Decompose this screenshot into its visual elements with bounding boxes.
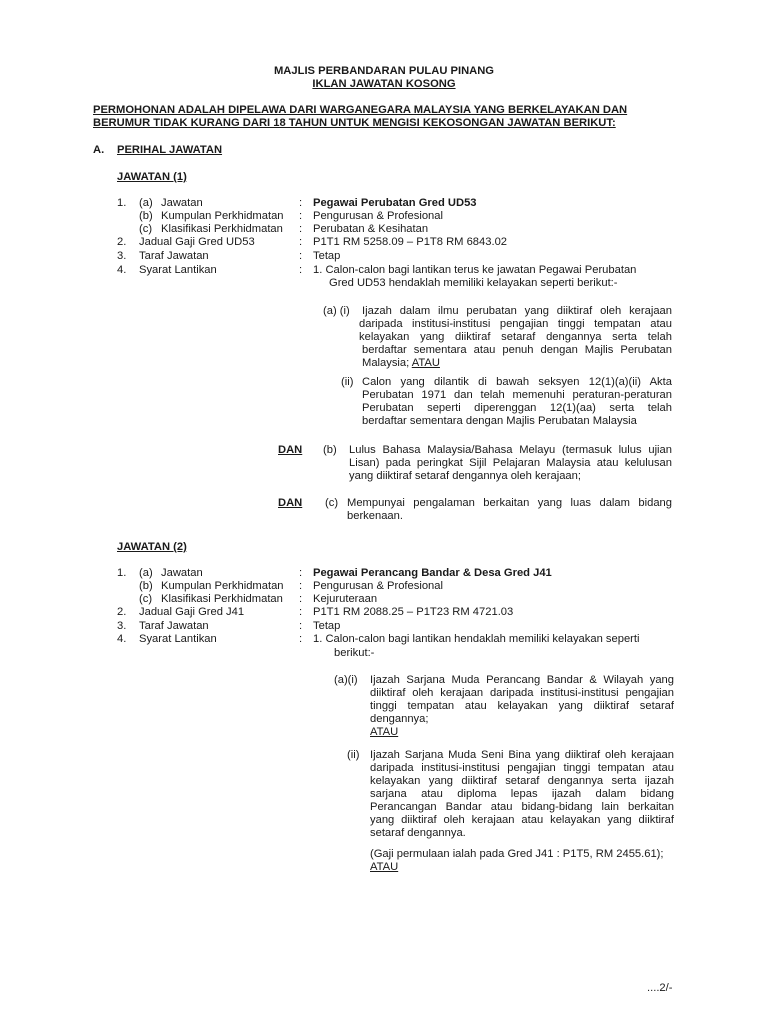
- row-colon: :: [299, 250, 303, 262]
- row-value: Tetap: [313, 620, 341, 632]
- row-colon: :: [299, 633, 303, 645]
- row-colon: :: [299, 236, 303, 248]
- j2-ai-line: dengannya;: [370, 713, 429, 725]
- row-label: Jadual Gaji Gred UD53: [139, 236, 255, 248]
- j2-ai-label: (a)(i): [334, 674, 358, 686]
- j1-b-label: (b): [323, 444, 337, 456]
- j2-aii-line: Ijazah Sarjana Muda Seni Bina yang diiktiraf oleh kerajaan: [370, 749, 674, 761]
- row-number: 4.: [117, 633, 127, 645]
- row-value: Tetap: [313, 250, 341, 262]
- j2-aii-line: yang diiktiraf oleh kerajaan atau kelayakan yang diiktiraf: [370, 814, 674, 826]
- j1-ai-line: kelayakan yang diiktiraf setaraf dengannya serta telah: [359, 331, 672, 343]
- row-colon: :: [299, 223, 303, 235]
- syarat-1-continuation: Gred UD53 hendaklah memiliki kelayakan seperti berikut:-: [329, 277, 618, 289]
- row-value: 1. Calon-calon bagi lantikan hendaklah memiliki kelayakan seperti: [313, 633, 640, 645]
- j1-aii-line: berdaftar sementara dengan Majlis Perubatan Malaysia: [362, 415, 637, 427]
- row-number: 2.: [117, 606, 127, 618]
- j1-c-label: (c): [325, 497, 339, 509]
- row-colon: :: [299, 580, 303, 592]
- row-colon: :: [299, 620, 303, 632]
- row-value: 1. Calon-calon bagi lantikan terus ke jawatan Pegawai Perubatan: [313, 264, 637, 276]
- row-colon: :: [299, 606, 303, 618]
- row-number: 3.: [117, 250, 127, 262]
- row-sub: (b): [139, 580, 153, 592]
- row-value: Pengurusan & Profesional: [313, 580, 443, 592]
- row-sub: (a): [139, 567, 153, 579]
- j1-ai-line: [362, 357, 440, 370]
- row-number: 1.: [117, 567, 127, 579]
- row-value: Pegawai Perubatan Gred UD53: [313, 197, 477, 209]
- section-a-letter: A.: [93, 144, 105, 156]
- page-continuation-marker: ....2/-: [647, 982, 673, 994]
- j2-gaji-atau: ATAU: [370, 861, 399, 873]
- row-number: 3.: [117, 620, 127, 632]
- row-value: Kejuruteraan: [313, 593, 378, 605]
- j1-b-line: Lulus Bahasa Malaysia/Bahasa Melayu (termasuk lulus ujian: [349, 444, 672, 456]
- row-colon: :: [299, 197, 303, 209]
- jawatan-2-heading: JAWATAN (2): [117, 541, 187, 553]
- j1-aii-line: Perubatan seperti diperenggan 12(1)(aa) serta telah: [362, 402, 672, 414]
- j2-aii-label: (ii): [347, 749, 360, 761]
- row-label: Taraf Jawatan: [139, 620, 209, 632]
- j1-ai-label: (a) (i): [323, 305, 350, 317]
- j1-ai-last-line: Malaysia;: [362, 357, 410, 369]
- j2-aii-line: setaraf dengannya.: [370, 827, 466, 839]
- row-colon: :: [299, 264, 303, 276]
- j1-b-line: yang diiktiraf setaraf dengannya oleh kerajaan;: [349, 470, 581, 482]
- row-label: Kumpulan Perkhidmatan: [161, 210, 284, 222]
- row-label: Syarat Lantikan: [139, 633, 217, 645]
- j2-aii-line: sarjana atau diploma lepas ijazah dalam bidang: [370, 788, 674, 800]
- j2-aii-line: Perancangan Bandar atau bidang-bidang lain berkaitan: [370, 801, 674, 813]
- row-sub: (c): [139, 593, 153, 605]
- row-label: Jawatan: [161, 567, 203, 579]
- row-value: Pengurusan & Profesional: [313, 210, 443, 222]
- row-colon: :: [299, 210, 303, 222]
- dan-label: DAN: [278, 444, 303, 456]
- j1-c-line: berkenaan.: [347, 510, 403, 522]
- row-label: Jadual Gaji Gred J41: [139, 606, 245, 618]
- j2-ai-atau: ATAU: [370, 726, 399, 738]
- intro-line-1: PERMOHONAN ADALAH DIPELAWA DARI WARGANEGARA MALAYSIA YANG BERKELAYAKAN DAN: [93, 104, 628, 116]
- j1-b-line: Lisan) pada peringkat Sijil Pelajaran Malaysia atau kelulusan: [349, 457, 672, 469]
- row-label: Taraf Jawatan: [139, 250, 209, 262]
- row-value: P1T1 RM 2088.25 – P1T23 RM 4721.03: [313, 606, 514, 618]
- row-label: Kumpulan Perkhidmatan: [161, 580, 284, 592]
- j2-ai-line: Ijazah Sarjana Muda Perancang Bandar & Wilayah yang: [370, 674, 674, 686]
- j2-aii-line: daripada institusi-institusi pengajian tinggi tempatan atau: [370, 762, 674, 774]
- row-value: P1T1 RM 5258.09 – P1T8 RM 6843.02: [313, 236, 508, 248]
- j1-aii-line: Perubatan 1971 dan telah memenuhi peraturan-peraturan: [362, 389, 672, 401]
- row-label: Klasifikasi Perkhidmatan: [161, 223, 283, 235]
- j1-aii-label: (ii): [341, 376, 354, 388]
- jawatan-1-heading: JAWATAN (1): [117, 171, 187, 183]
- row-number: 1.: [117, 197, 127, 209]
- row-label: Klasifikasi Perkhidmatan: [161, 593, 283, 605]
- row-sub: (b): [139, 210, 153, 222]
- syarat-2-continuation: berikut:-: [334, 647, 375, 659]
- intro-line-2: BERUMUR TIDAK KURANG DARI 18 TAHUN UNTUK MENGISI KEKOSONGAN JAWATAN BERIKUT:: [93, 117, 616, 129]
- j2-ai-line: tinggi tempatan atau kelayakan yang diiktiraf setaraf: [370, 700, 674, 712]
- row-colon: :: [299, 567, 303, 579]
- j1-ai-line: berdaftar sementara atau penuh dengan Majlis Perubatan: [362, 344, 672, 356]
- row-value: Perubatan & Kesihatan: [313, 223, 429, 235]
- row-colon: :: [299, 593, 303, 605]
- row-label: Jawatan: [161, 197, 203, 209]
- j1-ai-atau: ATAU: [411, 357, 440, 369]
- row-value: Pegawai Perancang Bandar & Desa Gred J41: [313, 567, 552, 579]
- j2-ai-line: diiktiraf oleh kerajaan daripada institusi-institusi pengajian: [370, 687, 674, 699]
- row-number: 4.: [117, 264, 127, 276]
- dan-label: DAN: [278, 497, 303, 509]
- row-sub: (a): [139, 197, 153, 209]
- row-label: Syarat Lantikan: [139, 264, 217, 276]
- row-number: 2.: [117, 236, 127, 248]
- row-sub: (c): [139, 223, 153, 235]
- j2-gaji-note: (Gaji permulaan ialah pada Gred J41 : P1T5, RM 2455.61);: [370, 848, 664, 860]
- doc-title: IKLAN JAWATAN KOSONG: [312, 78, 456, 90]
- j1-ai-line: Ijazah dalam ilmu perubatan yang diiktiraf oleh kerajaan: [362, 305, 672, 317]
- org-title: MAJLIS PERBANDARAN PULAU PINANG: [273, 65, 495, 77]
- j1-ai-line: daripada institusi-institusi pengajian tinggi tempatan atau: [359, 318, 672, 330]
- j1-c-line: Mempunyai pengalaman berkaitan yang luas dalam bidang: [347, 497, 672, 509]
- j2-aii-line: kelayakan yang diiktiraf setaraf dengannya serta ijazah: [370, 775, 674, 787]
- section-a-title: PERIHAL JAWATAN: [117, 144, 223, 156]
- j1-aii-line: Calon yang dilantik di bawah seksyen 12(1)(a)(ii) Akta: [362, 376, 672, 388]
